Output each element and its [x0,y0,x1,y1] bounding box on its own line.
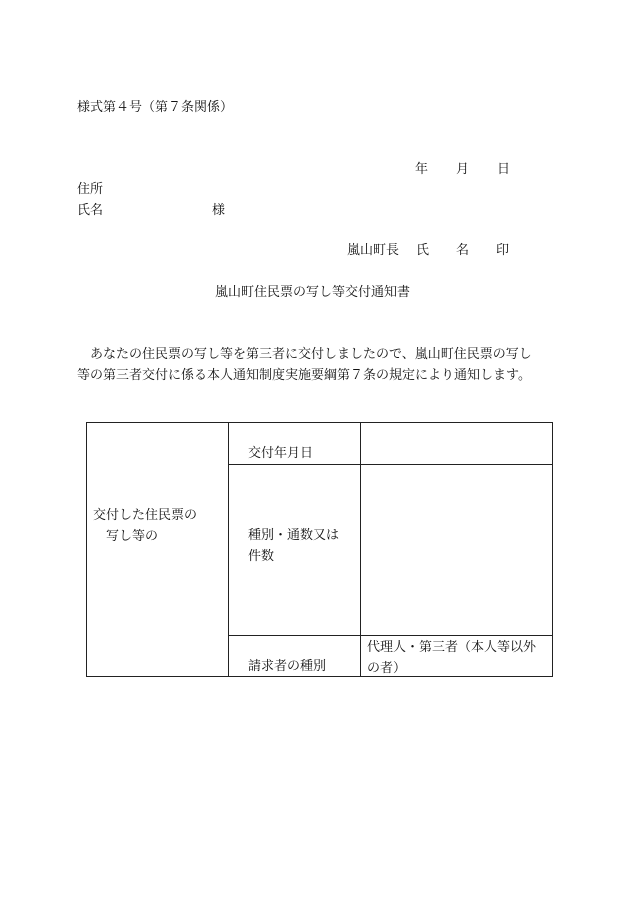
form-number: 様式第４号（第７条関係） [77,100,234,115]
issuance-table [86,422,553,677]
recipient-name-label: 氏名 [77,203,104,218]
issuer-name-second: 名 [456,243,470,258]
requester-type-value-line-1: 代理人・第三者（本人等以外 [367,640,537,655]
type-count-label-line-1: 種別・通数又は [248,528,340,543]
date-day-label: 日 [497,162,511,177]
table-border-top [86,422,553,423]
requester-type-value [367,637,536,679]
notice-body-line-2: 等の第三者交付に係る本人通知制度実施要綱第７条の規定により通知します。 [77,368,531,383]
date-month-label: 月 [456,162,470,177]
issuer-name-first: 氏 [416,243,430,258]
left-header-line-2: 写し等の [106,529,159,544]
issuer-seal: 印 [496,243,510,258]
table-border-left [86,422,87,677]
requester-type-value-line-2: の者） [367,661,407,676]
notice-body [77,344,559,386]
notice-body-line-1: あなたの住民票の写し等を第三者に交付しましたので、嵐山町住民票の写し [90,347,532,362]
table-divider-col1 [228,422,229,677]
recipient-address-label: 住所 [77,182,104,197]
issue-date-label: 交付年月日 [248,446,314,461]
table-border-right [552,422,553,677]
document-title: 嵐山町住民票の写し等交付通知書 [215,285,411,300]
left-header-cell [93,505,197,547]
left-header-line-1: 交付した住民票の [93,508,198,523]
table-divider-row1 [228,464,553,465]
type-count-label-line-2: 件数 [248,549,275,564]
recipient-honorific: 様 [212,203,226,218]
requester-type-label: 請求者の種別 [248,659,327,674]
table-divider-col2 [360,422,361,677]
type-count-label [248,525,339,567]
issuer-title: 嵐山町長 [347,243,400,258]
date-year-label: 年 [415,162,429,177]
table-divider-row2 [228,635,553,636]
